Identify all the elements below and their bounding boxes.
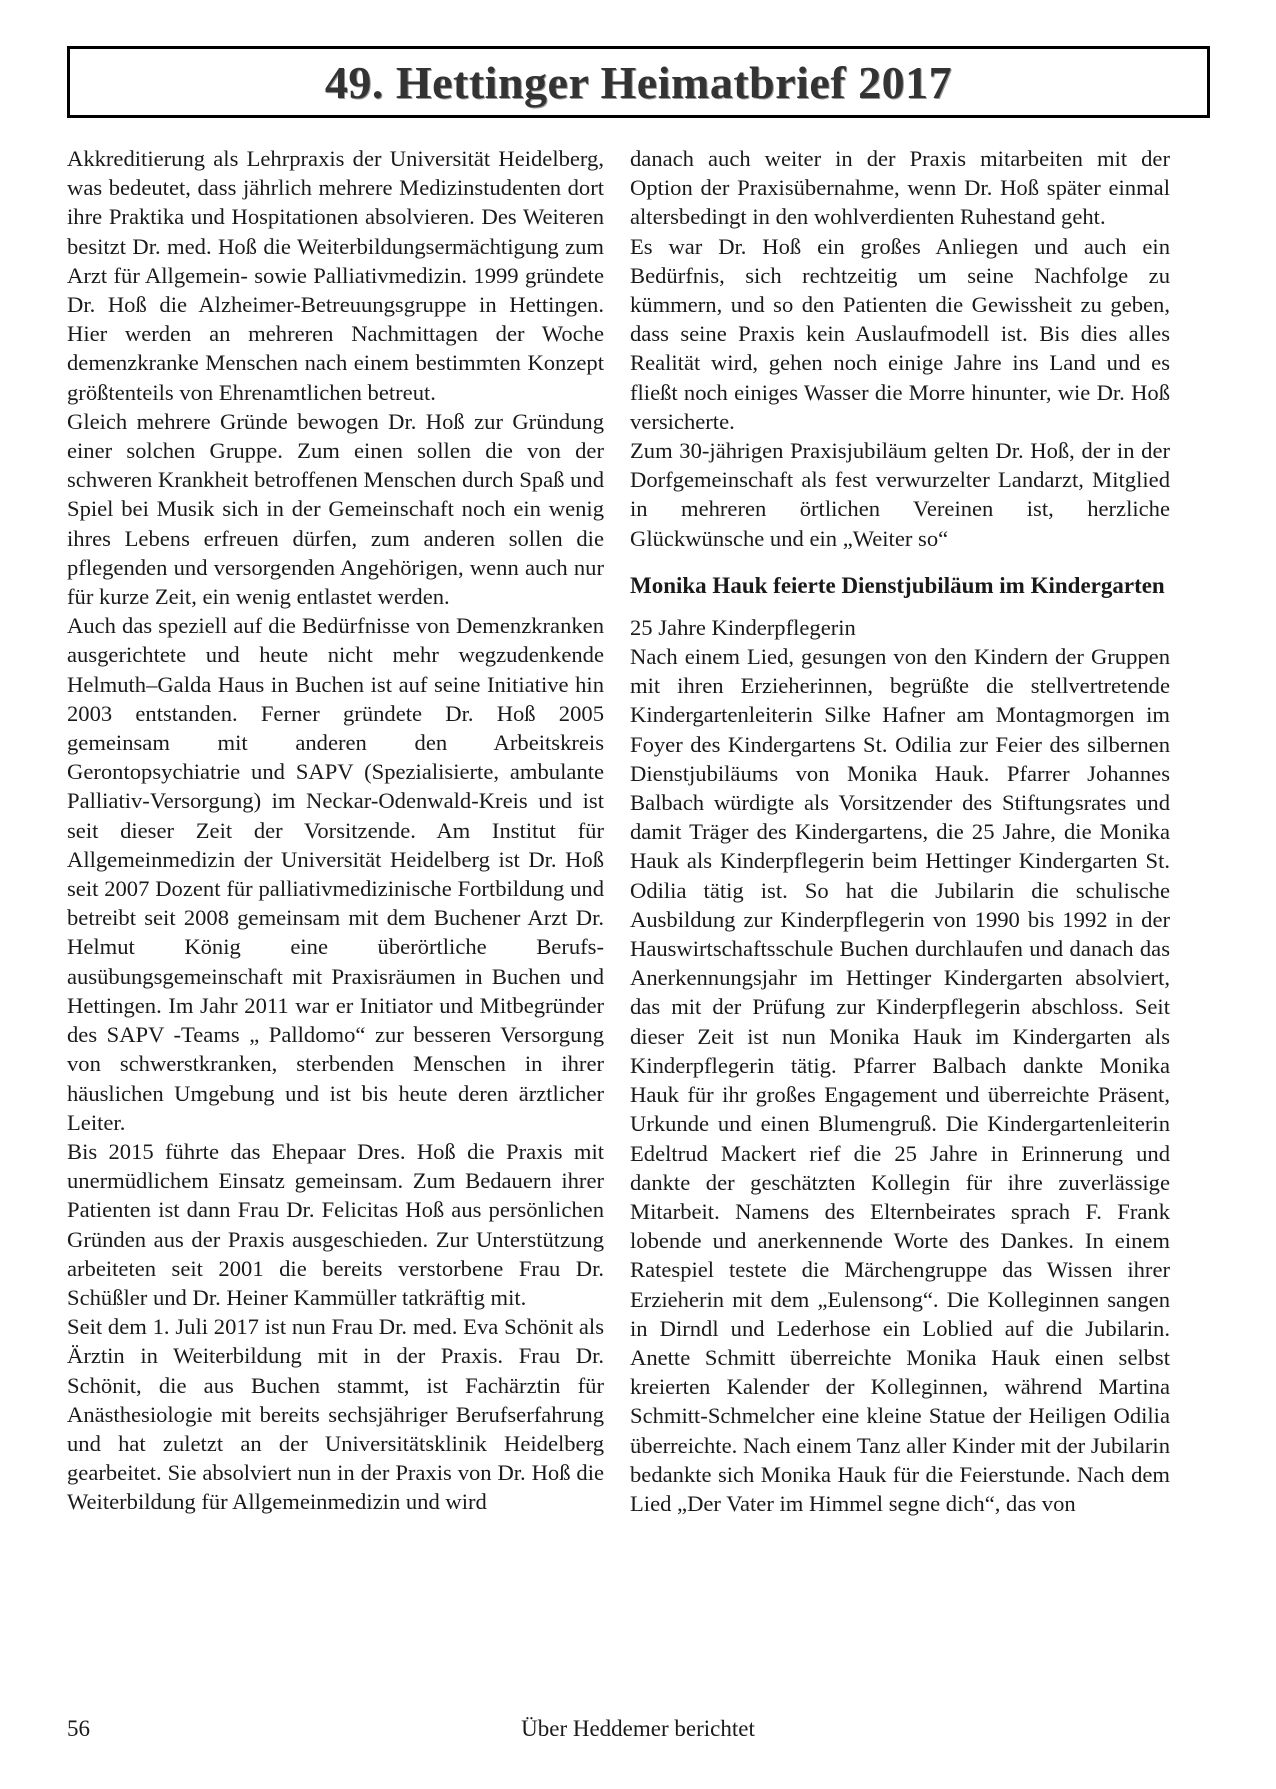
- paragraph: Bis 2015 führte das Ehepaar Dres. Hoß die Praxis mit unermüdlichem Einsatz gemeinsam. Zum Bedauern ihrer Patienten ist dann Frau Dr. Felicitas Hoß aus persönlichen Gründen aus der Praxis ausgeschieden. Zur Unterstützung arbeiteten seit 2001 die bereits verstorbene Frau Dr. Schüßler und Dr. Heiner Kammüller tatkräftig mit.: [67, 1138, 604, 1310]
- article-heading: Monika Hauk feierte Dienstjubiläum im Kindergarten: [630, 572, 1165, 598]
- article-body: Nach einem Lied, gesungen von den Kindern der Gruppen mit ihren Erzieherinnen, begrüßte die stellvertretende Kindergartenleiterin Silke Hafner am Montagmorgen im Foyer des Kindergartens St. Odilia zur Feier des silbernen Dienstjubiläums von Monika Hauk. Pfarrer Johannes Balbach würdigte als Vorsitzender des Stiftungsrates und damit Träger des Kindergartens, die 25 Jahre, die Monika Hauk als Kinderpflegerin beim Hettinger Kindergarten St. Odilia tätig ist. So hat die Jubilarin die schulische Ausbildung zur Kinderpflegerin von 1990 bis 1992 in der Hauswirtschaftsschule Buchen durchlaufen und danach das Anerkennungsjahr im Hettinger Kindergarten absolviert, das mit der Prüfung zur Kinderpflegerin abschloss. Seit dieser Zeit ist nun Monika Hauk im Kindergarten als Kinderpflegerin tätig. Pfarrer Balbach dankte Monika Hauk für ihr großes Engagement und überreichte Präsent, Urkunde und einen Blumengruß. Die Kindergartenleiterin Edeltrud Mackert rief die 25 Jahre in Erinnerung und dankte der geschätzten Kollegin für ihre zuverlässige Mitarbeit. Namens des Elternbeirates sprach F. Frank lobende und anerkennende Worte des Dankes. In einem Ratespiel testete die Märchengruppe das Wissen ihrer Erzieherin mit dem „Eulensong“. Die Kolleginnen sangen in Dirndl und Lederhose ein Loblied auf die Jubilarin. Anette Schmitt überreichte Monika Hauk einen selbst kreierten Kalender der Kolleginnen, während Martina Schmitt-Schmelcher eine kleine Statue der Heiligen Odilia überreichte. Nach einem Tanz aller Kinder mit der Jubilarin bedankte sich Monika Hauk für die Feierstunde. Nach dem Lied „Der Vater im Himmel segne dich“, das von: [630, 644, 1170, 1516]
- paragraph: danach auch weiter in der Praxis mitarbeiten mit der Option der Praxisübernahme, wenn Dr. Hoß später einmal altersbedingt in den wohlverdienten Ruhestand geht.: [630, 146, 1170, 230]
- paragraph: Gleich mehrere Gründe bewogen Dr. Hoß zur Gründung einer solchen Gruppe. Zum einen sollen die von der schweren Krankheit betroffenen Menschen durch Spaß und Spiel bei Musik sich in der Gemeinschaft noch ein wenig ihres Lebens erfreuen dürfen, zum anderen sollen die pflegenden und versorgenden Angehörigen, wenn auch nur für kurze Zeit, ein wenig entlastet werden.: [67, 408, 604, 610]
- paragraph: Akkreditierung als Lehrpraxis der Universität Heidelberg, was bedeutet, dass jährlich mehrere Medizinstudenten dort ihre Praktika und Hospitationen absolvieren. Des Weiteren besitzt Dr. med. Hoß die Weiterbildungsermächtigung zum Arzt für Allgemein- sowie Palliativmedizin. 1999 gründete Dr. Hoß die Alzheimer-Betreuungsgruppe in Hettingen. Hier werden an mehreren Nachmittagen der Woche demenzkranke Menschen nach einem bestimmten Konzept größtenteils von Ehrenamtlichen betreut.: [67, 146, 604, 405]
- page-title: 49. Hettinger Heimatbrief 2017: [324, 56, 953, 108]
- footer-section-title: Über Heddemer berichtet: [521, 1716, 755, 1741]
- page-number: 56: [67, 1716, 90, 1741]
- paragraph: Es war Dr. Hoß ein großes Anliegen und auch ein Bedürfnis, sich rechtzeitig um seine Nachfolge zu kümmern, und so den Patienten die Gewissheit zu geben, dass seine Praxis kein Auslaufmodell ist. Bis dies alles Realität wird, gehen noch einige Jahre ins Land und es fließt noch einiges Wasser die Morre hinunter, wie Dr. Hoß versicherte.: [630, 233, 1170, 434]
- right-column: [630, 144, 1170, 1518]
- paragraph: Zum 30-jährigen Praxisjubiläum gelten Dr. Hoß, der in der Dorfgemeinschaft als fest verwurzelter Landarzt, Mitglied in mehreren örtlichen Vereinen ist, herzliche Glückwünsche und ein „Weiter so“: [630, 438, 1170, 551]
- left-column: [67, 144, 604, 1517]
- article-subheading: 25 Jahre Kinderpflegerin: [630, 614, 856, 640]
- paragraph: Seit dem 1. Juli 2017 ist nun Frau Dr. med. Eva Schönit als Ärztin in Weiterbildung mit in der Praxis. Frau Dr. Schönit, die aus Buchen stammt, ist Fachärztin für Anästhesiologie mit bereits sechsjähriger Berufserfahrung und hat zuletzt an der Universitätsklinik Heidelberg gearbeitet. Sie absolviert nun in der Praxis von Dr. Hoß die Weiterbildung für Allgemeinmedizin und wird: [67, 1314, 604, 1515]
- page-header: [67, 46, 1210, 118]
- paragraph: Auch das speziell auf die Bedürfnisse von Demenzkranken ausgerichtete und heute nicht mehr wegzudenkende Helmuth–Galda Haus in Buchen ist auf seine Initiative hin 2003 entstanden. Ferner gründete Dr. Hoß 2005 gemeinsam mit anderen den Arbeitskreis Gerontopsychiatrie und SAPV (Spezialisierte, ambulante Palliativ-Versorgung) im Neckar-Odenwald-Kreis und ist seit dieser Zeit der Vorsitzende. Am Institut für Allgemeinmedizin der Universität Heidelberg ist Dr. Hoß seit 2007 Dozent für palliativmedizinische Fortbildung und betreibt seit 2008 gemeinsam mit dem Buchener Arzt Dr. Helmut König eine überörtliche Berufsausübungsgemeinschaft mit Praxisräumen in Buchen und Hettingen. Im Jahr 2011 war er Initiator und Mitbegründer des SAPV -Teams „ Palldomo“ zur besseren Versorgung von schwerstkranken, sterbenden Menschen in ihrer häuslichen Umgebung und ist bis heute deren ärztlicher Leiter.: [67, 613, 604, 1135]
